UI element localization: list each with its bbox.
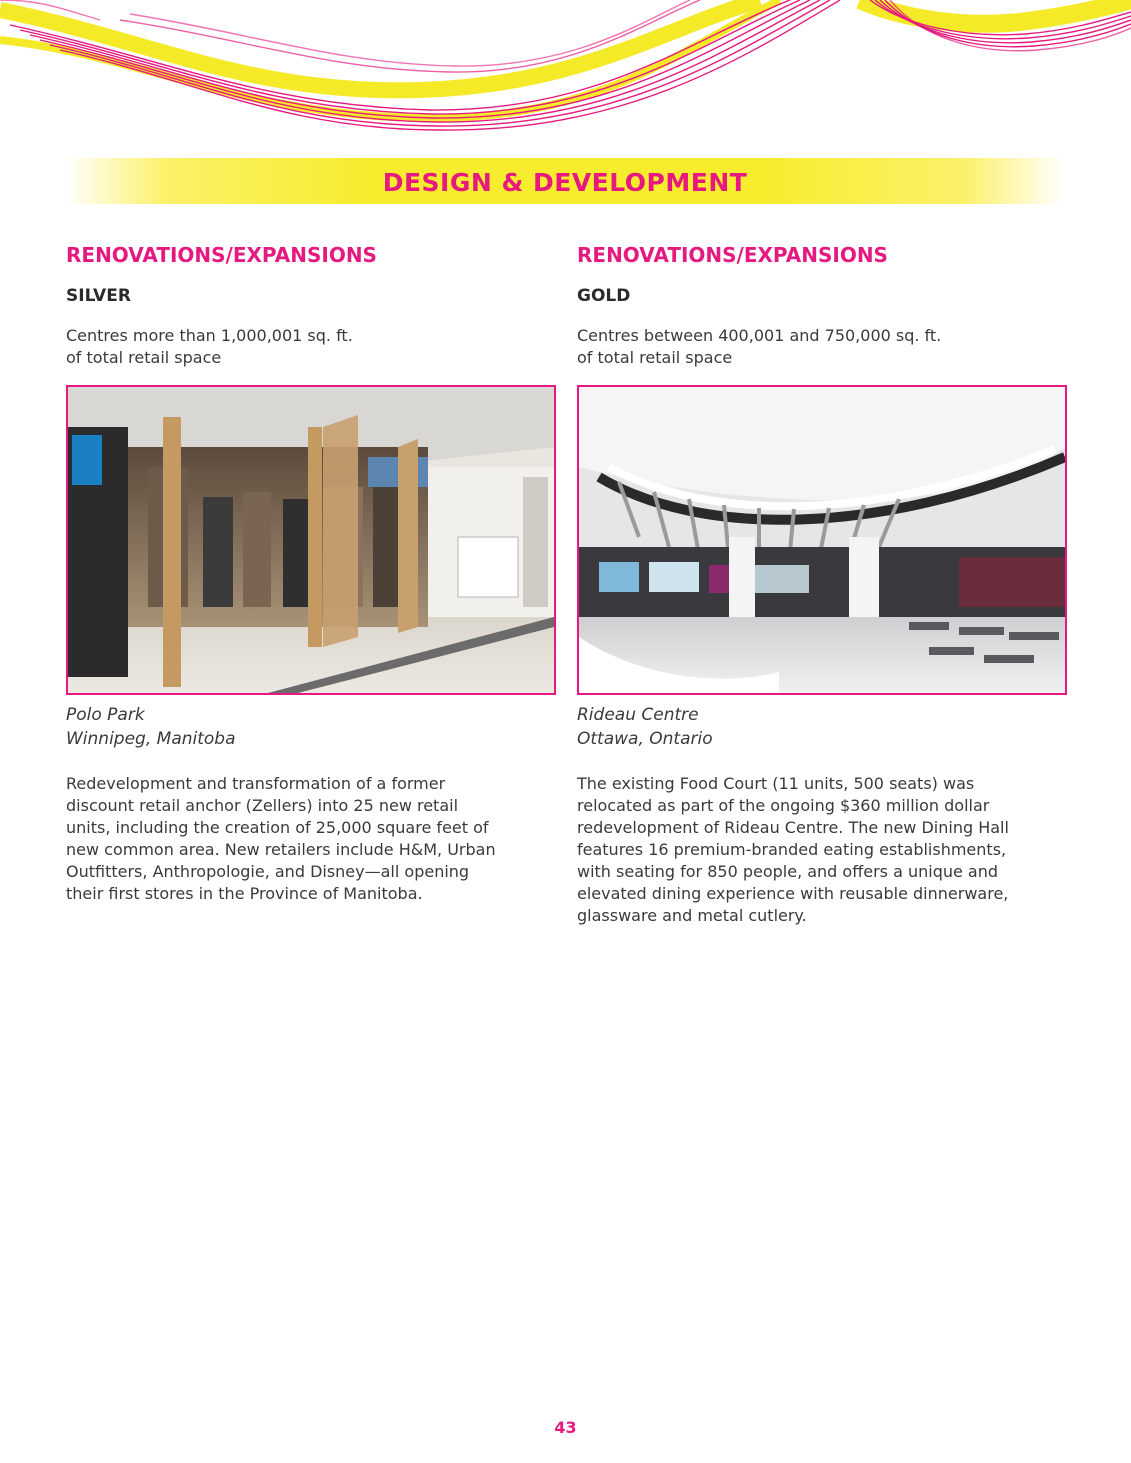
description-line: discount retail anchor (Zellers) into 25 new retail [66, 796, 459, 815]
award-criteria [66, 325, 556, 369]
entry-polo-park [66, 240, 556, 905]
description-line: their first stores in the Province of Manitoba. [66, 884, 423, 903]
caption-location: Winnipeg, Manitoba [66, 729, 236, 749]
dining-hall-photo [577, 385, 1067, 695]
description-line: The existing Food Court (11 units, 500 seats) was [577, 774, 975, 793]
category-heading: RENOVATIONS/EXPANSIONS [66, 243, 377, 267]
category-heading: RENOVATIONS/EXPANSIONS [577, 243, 888, 267]
page-number: 43 [554, 1418, 577, 1437]
caption-location: Ottawa, Ontario [577, 729, 713, 749]
award-criteria [577, 325, 1067, 369]
description-line: redevelopment of Rideau Centre. The new Dining Hall [577, 818, 1009, 837]
caption-venue: Polo Park [66, 705, 145, 725]
criteria-line: of total retail space [577, 348, 733, 367]
criteria-line: of total retail space [66, 348, 222, 367]
description-line: units, including the creation of 25,000 square feet of [66, 818, 489, 837]
store-entrance-photo [66, 385, 556, 695]
decorative-wave-header [0, 0, 1131, 140]
caption-venue: Rideau Centre [577, 705, 699, 725]
description-line: Redevelopment and transformation of a former [66, 774, 446, 793]
description-line: elevated dining experience with reusable dinnerware, [577, 884, 1009, 903]
criteria-line: Centres between 400,001 and 750,000 sq. ft. [577, 326, 942, 345]
section-banner [66, 158, 1064, 204]
entry-description [66, 773, 556, 905]
description-line: Outfitters, Anthropologie, and Disney—all opening [66, 862, 470, 881]
banner-title: DESIGN & DEVELOPMENT [382, 167, 748, 197]
photo-caption [66, 703, 556, 751]
award-tier: GOLD [577, 286, 631, 306]
description-line: features 16 premium-branded eating establishments, [577, 840, 1007, 859]
entry-rideau-centre [577, 240, 1067, 927]
description-line: relocated as part of the ongoing $360 million dollar [577, 796, 990, 815]
photo-caption [577, 703, 1067, 751]
description-line: new common area. New retailers include H&M, Urban [66, 840, 496, 859]
description-line: glassware and metal cutlery. [577, 906, 807, 925]
description-line: with seating for 850 people, and offers a unique and [577, 862, 999, 881]
criteria-line: Centres more than 1,000,001 sq. ft. [66, 326, 353, 345]
entry-description [577, 773, 1067, 927]
award-tier: SILVER [66, 286, 131, 306]
